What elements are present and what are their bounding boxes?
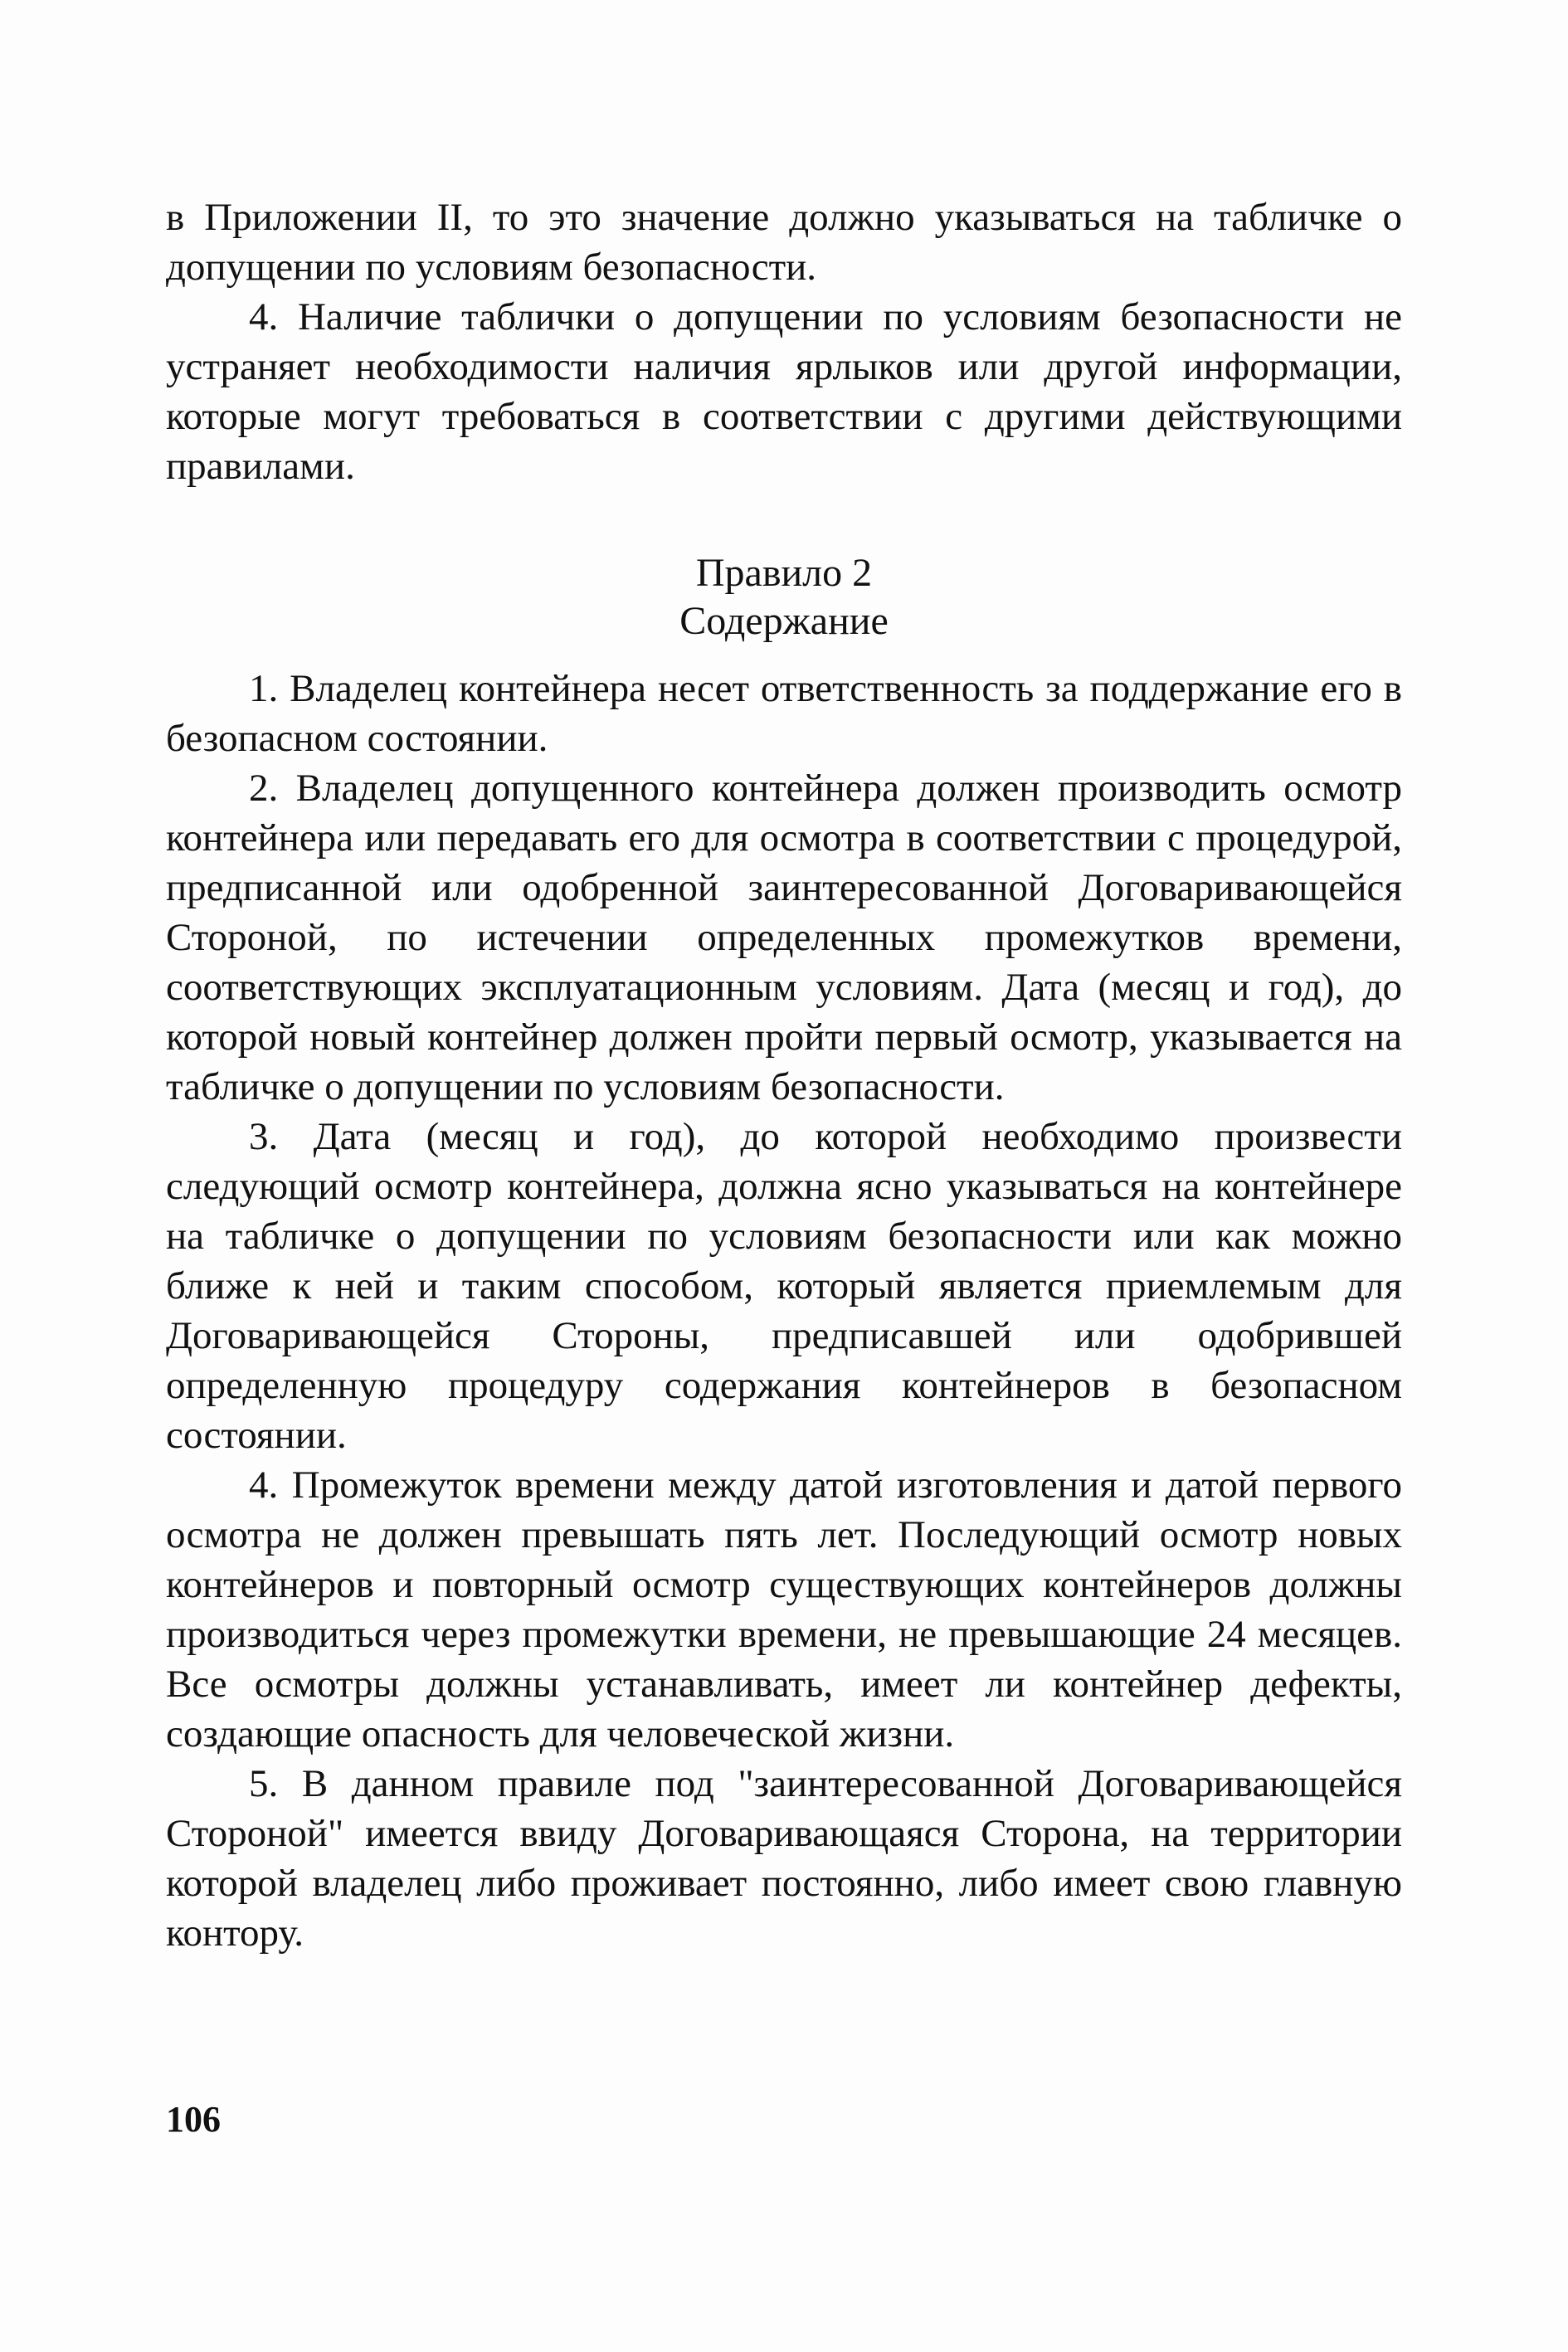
rule-item-3: 3. Дата (месяц и год), до которой необходимо произвести следующий осмотр контейнера, должна ясно указываться на контейнере на табличке о допущении по условиям безопасности или как можно ближе к ней и таким способом, который является приемлемым для Договаривающейся Стороны, предписавшей или одобрившей определенную процедуру содержания контейнеров в безопасном состоянии.: [166, 1115, 1402, 1457]
rule-item-2: 2. Владелец допущенного контейнера должен производить осмотр контейнера или передавать его для осмотра в соответствии с процедурой, предписанной или одобренной заинтересованной Договаривающейся Стороной, по истечении определенных промежутков времени, соответствующих эксплуатационным условиям. Дата (месяц и год), до которой новый контейнер должен пройти первый осмотр, указывается на табличке о допущении по условиям безопасности.: [166, 767, 1402, 1108]
rule-item-1: 1. Владелец контейнера несет ответственность за поддержание его в безопасном состоянии.: [166, 667, 1402, 760]
rule-number-heading: Правило 2: [695, 551, 873, 595]
rule-item-5: 5. В данном правиле под "заинтересованной Договаривающейся Стороной" имеется ввиду Договаривающаяся Сторона, на территории которой владелец либо проживает постоянно, либо имеет свою главную контору.: [166, 1762, 1402, 1955]
rule-title-heading: Содержание: [679, 599, 889, 643]
page-number: 106: [166, 2099, 221, 2140]
rule-item-4: 4. Промежуток времени между датой изготовления и датой первого осмотра не должен превышать пять лет. Последующий осмотр новых контейнеров и повторный осмотр существующих контейнеров должны производиться через промежутки времени, не превышающие 24 месяцев. Все осмотры должны устанавливать, имеет ли контейнер дефекты, создающие опасность для человеческой жизни.: [166, 1463, 1402, 1755]
paragraph-item-4: 4. Наличие таблички о допущении по условиям безопасности не устраняет необходимости наличия ярлыков или другой информации, которые могут требоваться в соответствии с другими действующими правилами.: [166, 295, 1402, 488]
rule-body: [166, 664, 1402, 1958]
continuation-paragraph: в Приложении II, то это значение должно указываться на табличке о допущении по условиям безопасности.: [166, 196, 1402, 289]
top-section: [166, 192, 1402, 491]
